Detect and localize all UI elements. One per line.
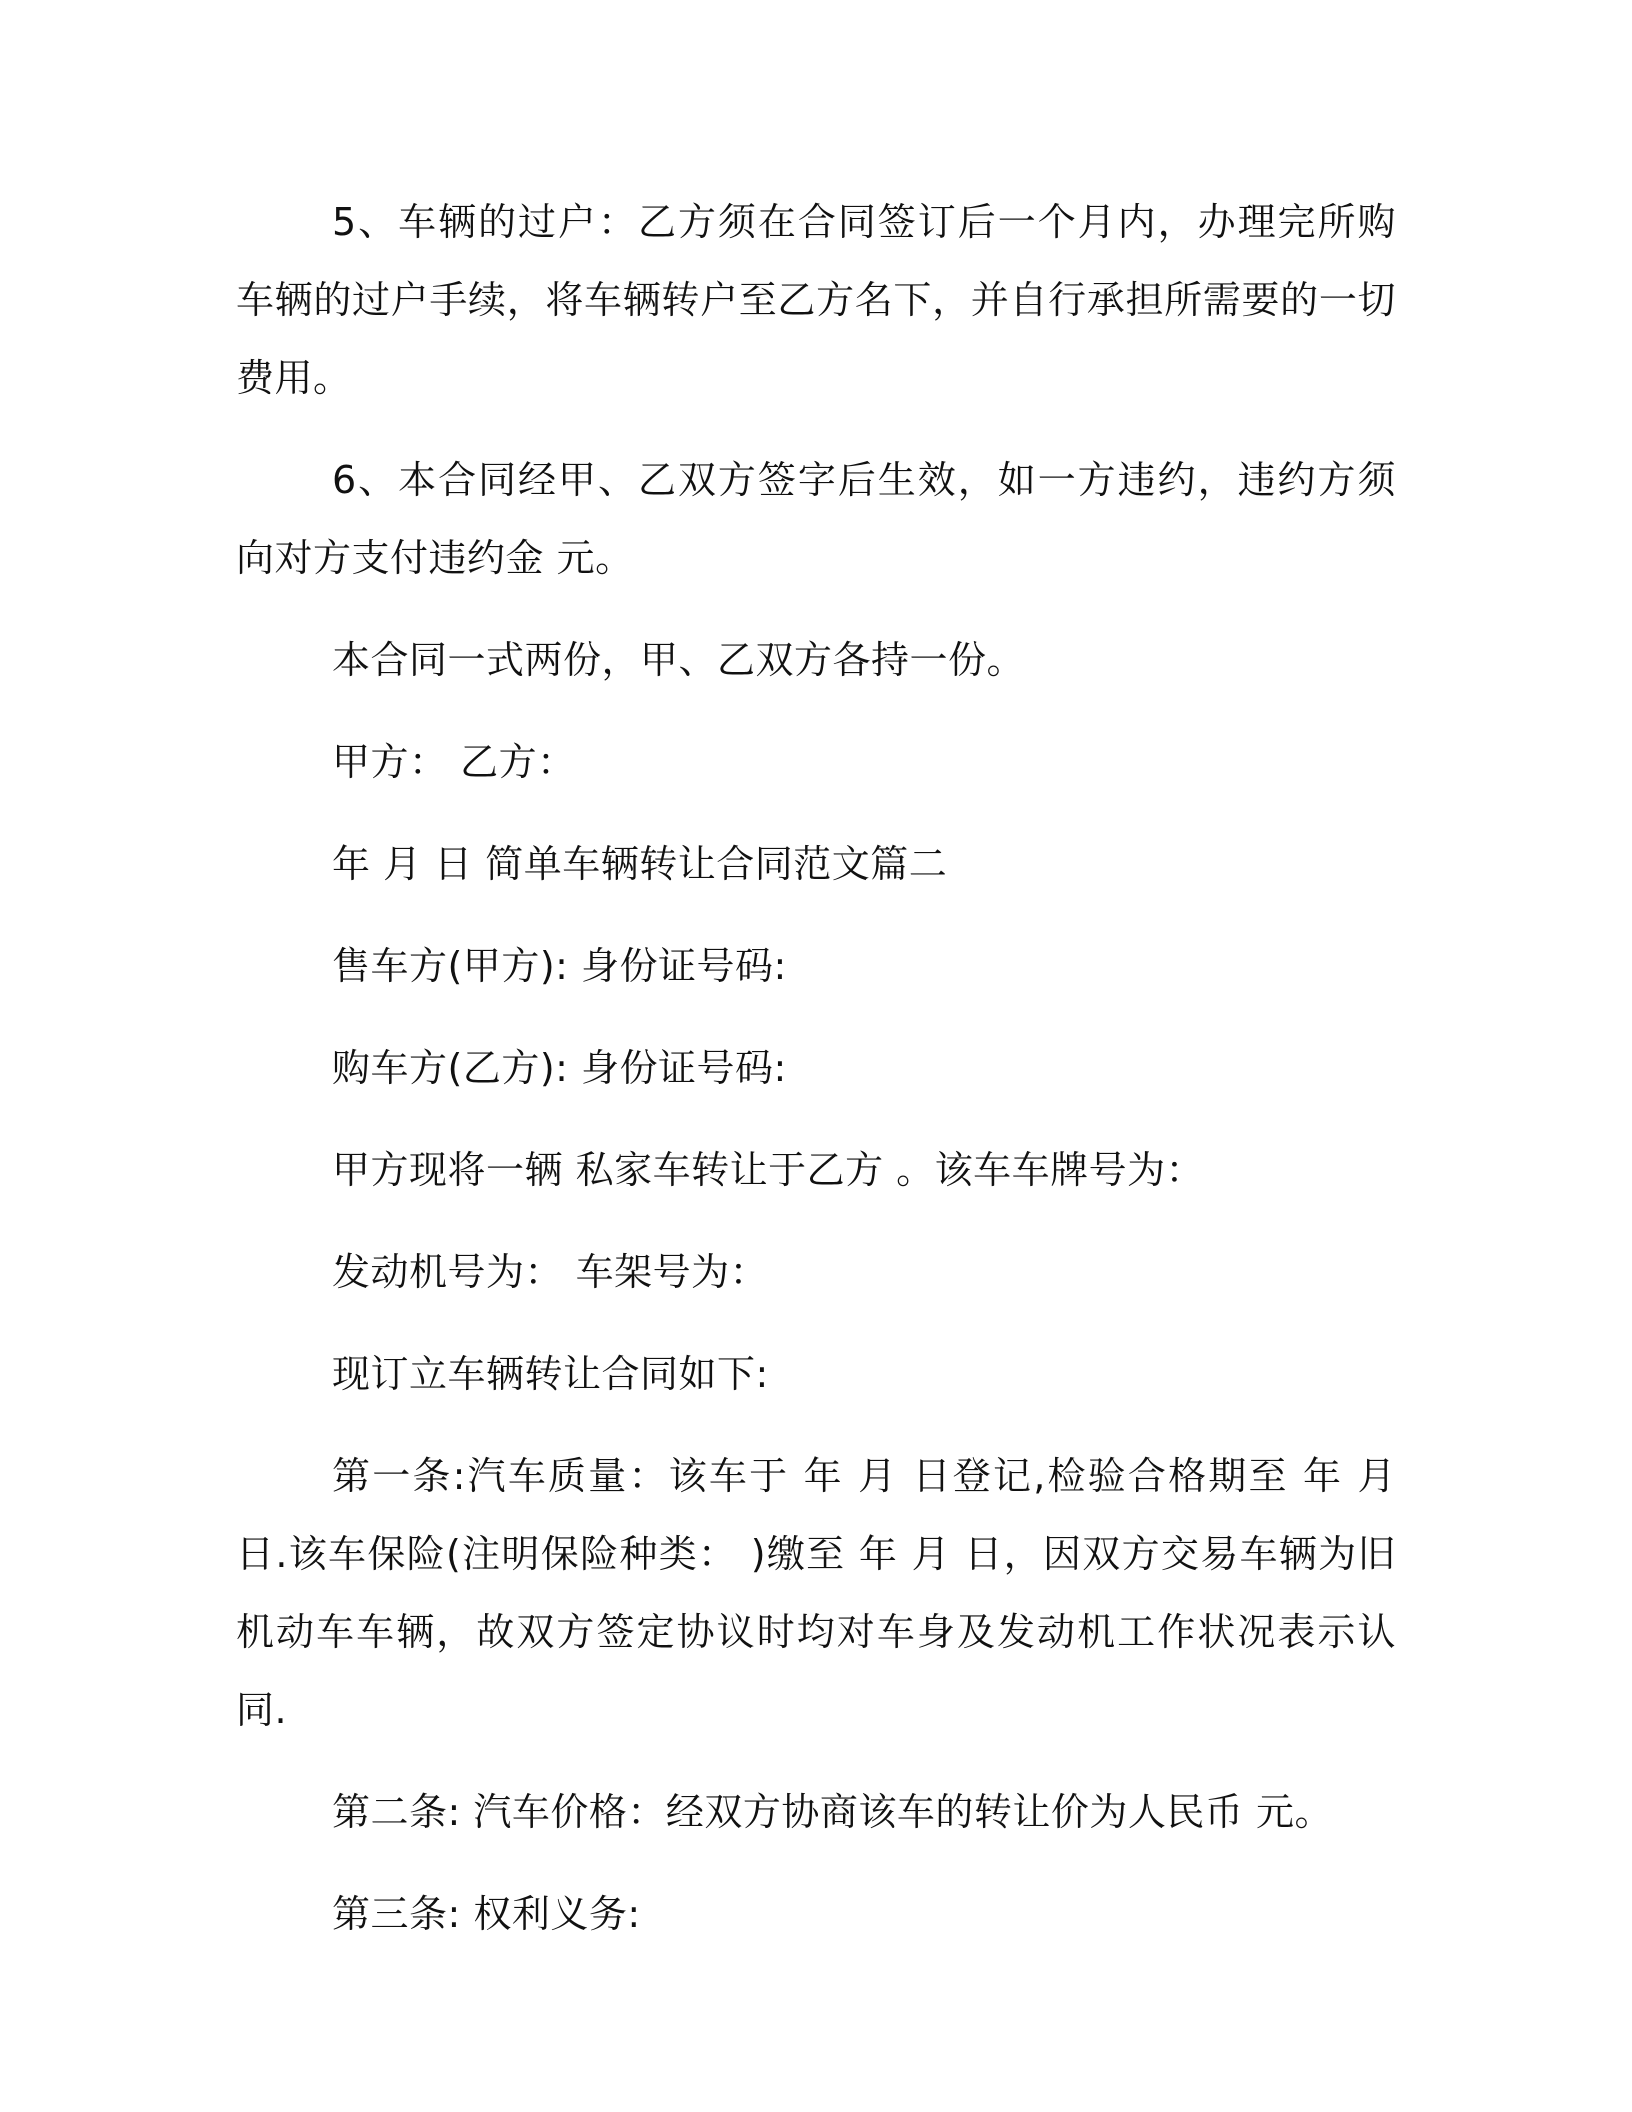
article-3-rights: 第三条: 权利义务: [332, 1892, 641, 1936]
clause-5-transfer: 5、车辆的过户：乙方须在合同签订后一个月内，办理完所购车辆的过户手续，将车辆转户至乙方名下，并自行承担所需要的一切费用。 [236, 200, 1396, 400]
copies-note: 本合同一式两份，甲、乙双方各持一份。 [332, 638, 1026, 682]
article-2-price: 第二条: 汽车价格：经双方协商该车的转让价为人民币 元。 [332, 1790, 1333, 1834]
signature-parties: 甲方： 乙方： [332, 740, 576, 784]
engine-frame-line: 发动机号为： 车架号为： [332, 1250, 769, 1294]
article-1-quality: 第一条:汽车质量：该车于 年 月 日登记,检验合格期至 年 月 日.该车保险(注明保险种类： )缴至 年 月 日，因双方交易车辆为旧机动车车辆，故双方签定协议时均对车身及发动机工作状况表示认同. [236, 1454, 1396, 1732]
buyer-line: 购车方(乙方): 身份证号码: [332, 1046, 787, 1090]
clause-6-effect: 6、本合同经甲、乙双方签字后生效，如一方违约，违约方须向对方支付违约金 元。 [236, 458, 1396, 580]
document-body [236, 183, 1396, 1953]
date-and-section-title: 年 月 日 简单车辆转让合同范文篇二 [332, 842, 948, 886]
contract-intro: 现订立车辆转让合同如下: [332, 1352, 769, 1396]
seller-line: 售车方(甲方): 身份证号码: [332, 944, 787, 988]
vehicle-plate-line: 甲方现将一辆 私家车转让于乙方 。该车车牌号为： [332, 1148, 1205, 1192]
